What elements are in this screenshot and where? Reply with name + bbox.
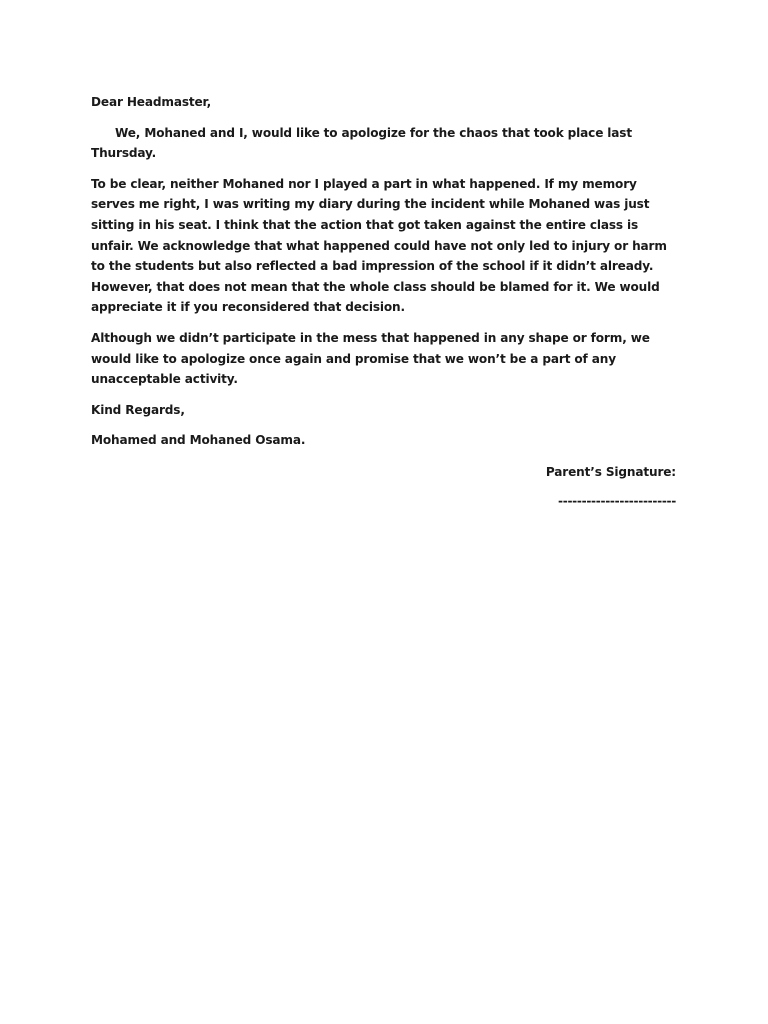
letter-body (91, 92, 679, 511)
closing: Kind Regards, (91, 402, 185, 417)
salutation: Dear Headmaster, (91, 95, 212, 109)
signatories: Mohamed and Mohaned Osama. (91, 433, 306, 448)
explanation-paragraph: To be clear, neither Mohaned nor I played a part in what happened. If my memory serves me right, I was writing my diary during the incident while Mohaned was just sitting in his seat. I think that the action that got taken against the entire class is unfair. We acknowledge that what happened could have not only led to injury or harm to the students but also reflected a bad impression of the school if it didn’t already. However, that does not mean that the whole class should be blamed for it. We would appreciate it if you reconsidered that decision. (91, 176, 667, 315)
apology-paragraph: Although we didn’t participate in the mess that happened in any shape or form, we would like to apologize once again and promise that we won’t be a part of any unacceptable activity. (91, 330, 650, 387)
opening-paragraph: We, Mohaned and I, would like to apologize for the chaos that took place last Thursday. (91, 125, 632, 161)
signature-line: ------------------------- (558, 493, 676, 508)
parent-signature-label: Parent’s Signature: (545, 464, 676, 479)
parent-signature-block (91, 462, 679, 511)
